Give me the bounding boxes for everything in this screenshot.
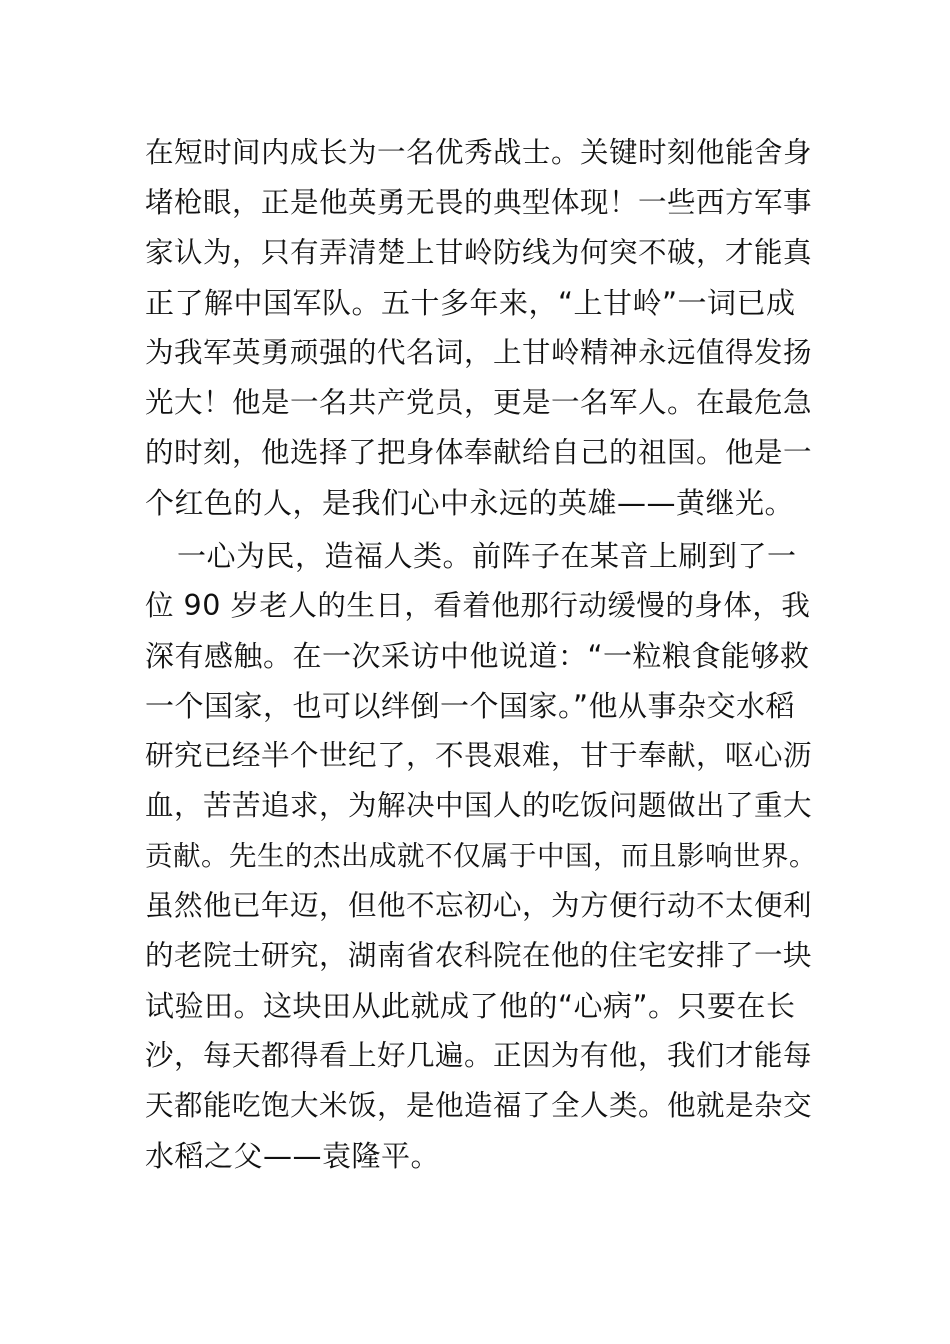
paragraph-huang-jiguang [145, 128, 817, 528]
text-line: 一个国家，也可以绊倒一个国家。”他从事杂交水稻 [145, 689, 796, 723]
text-line: 血，苦苦追求，为解决中国人的吃饭问题做出了重大 [145, 789, 813, 822]
text-line: 试验田。这块田从此就成了他的“心病”。只要在长 [145, 989, 796, 1023]
text-line: 水稻之父——袁隆平。 [145, 1139, 441, 1173]
text-line: 家认为，只有弄清楚上甘岭防线为何突不破，才能真 [145, 236, 813, 269]
text-line: 贡献。先生的杰出成就不仅属于中国，而且影响世界。 [145, 840, 817, 872]
text-line: 的时刻，他选择了把身体奉献给自己的祖国。他是一 [145, 436, 813, 469]
text-line: 虽然他已年迈，但他不忘初心，为方便行动不太便利 [145, 889, 813, 922]
text-line: 在短时间内成长为一名优秀战士。关键时刻他能舍身 [145, 136, 813, 169]
text-line: 光大！他是一名共产党员，更是一名军人。在最危急 [145, 386, 813, 419]
text-line: 个红色的人，是我们心中永远的英雄——黄继光。 [145, 486, 795, 520]
paragraph-yuan-longping [145, 531, 817, 1181]
text-line: 的老院士研究，湖南省农科院在他的住宅安排了一块 [145, 939, 813, 972]
text-line: 深有感触。在一次采访中他说道：“一粒粮食能够救 [145, 639, 810, 673]
text-line: 为我军英勇顽强的代名词，上甘岭精神永远值得发扬 [145, 336, 813, 369]
text-line: 研究已经半个世纪了，不畏艰难，甘于奉献，呕心沥 [145, 739, 813, 772]
text-line: 位 90 岁老人的生日，看着他那行动缓慢的身体，我 [145, 589, 811, 622]
text-line: 天都能吃饱大米饭，是他造福了全人类。他就是杂交 [145, 1089, 813, 1122]
text-line: 堵枪眼，正是他英勇无畏的典型体现！一些西方军事 [145, 186, 813, 219]
text-line-first: 一心为民，造福人类。前阵子在某音上刷到了一 [177, 539, 797, 573]
text-line: 沙，每天都得看上好几遍。正因为有他，我们才能每 [145, 1039, 813, 1072]
text-line: 正了解中国军队。五十多年来，“上甘岭”一词已成 [145, 286, 796, 320]
